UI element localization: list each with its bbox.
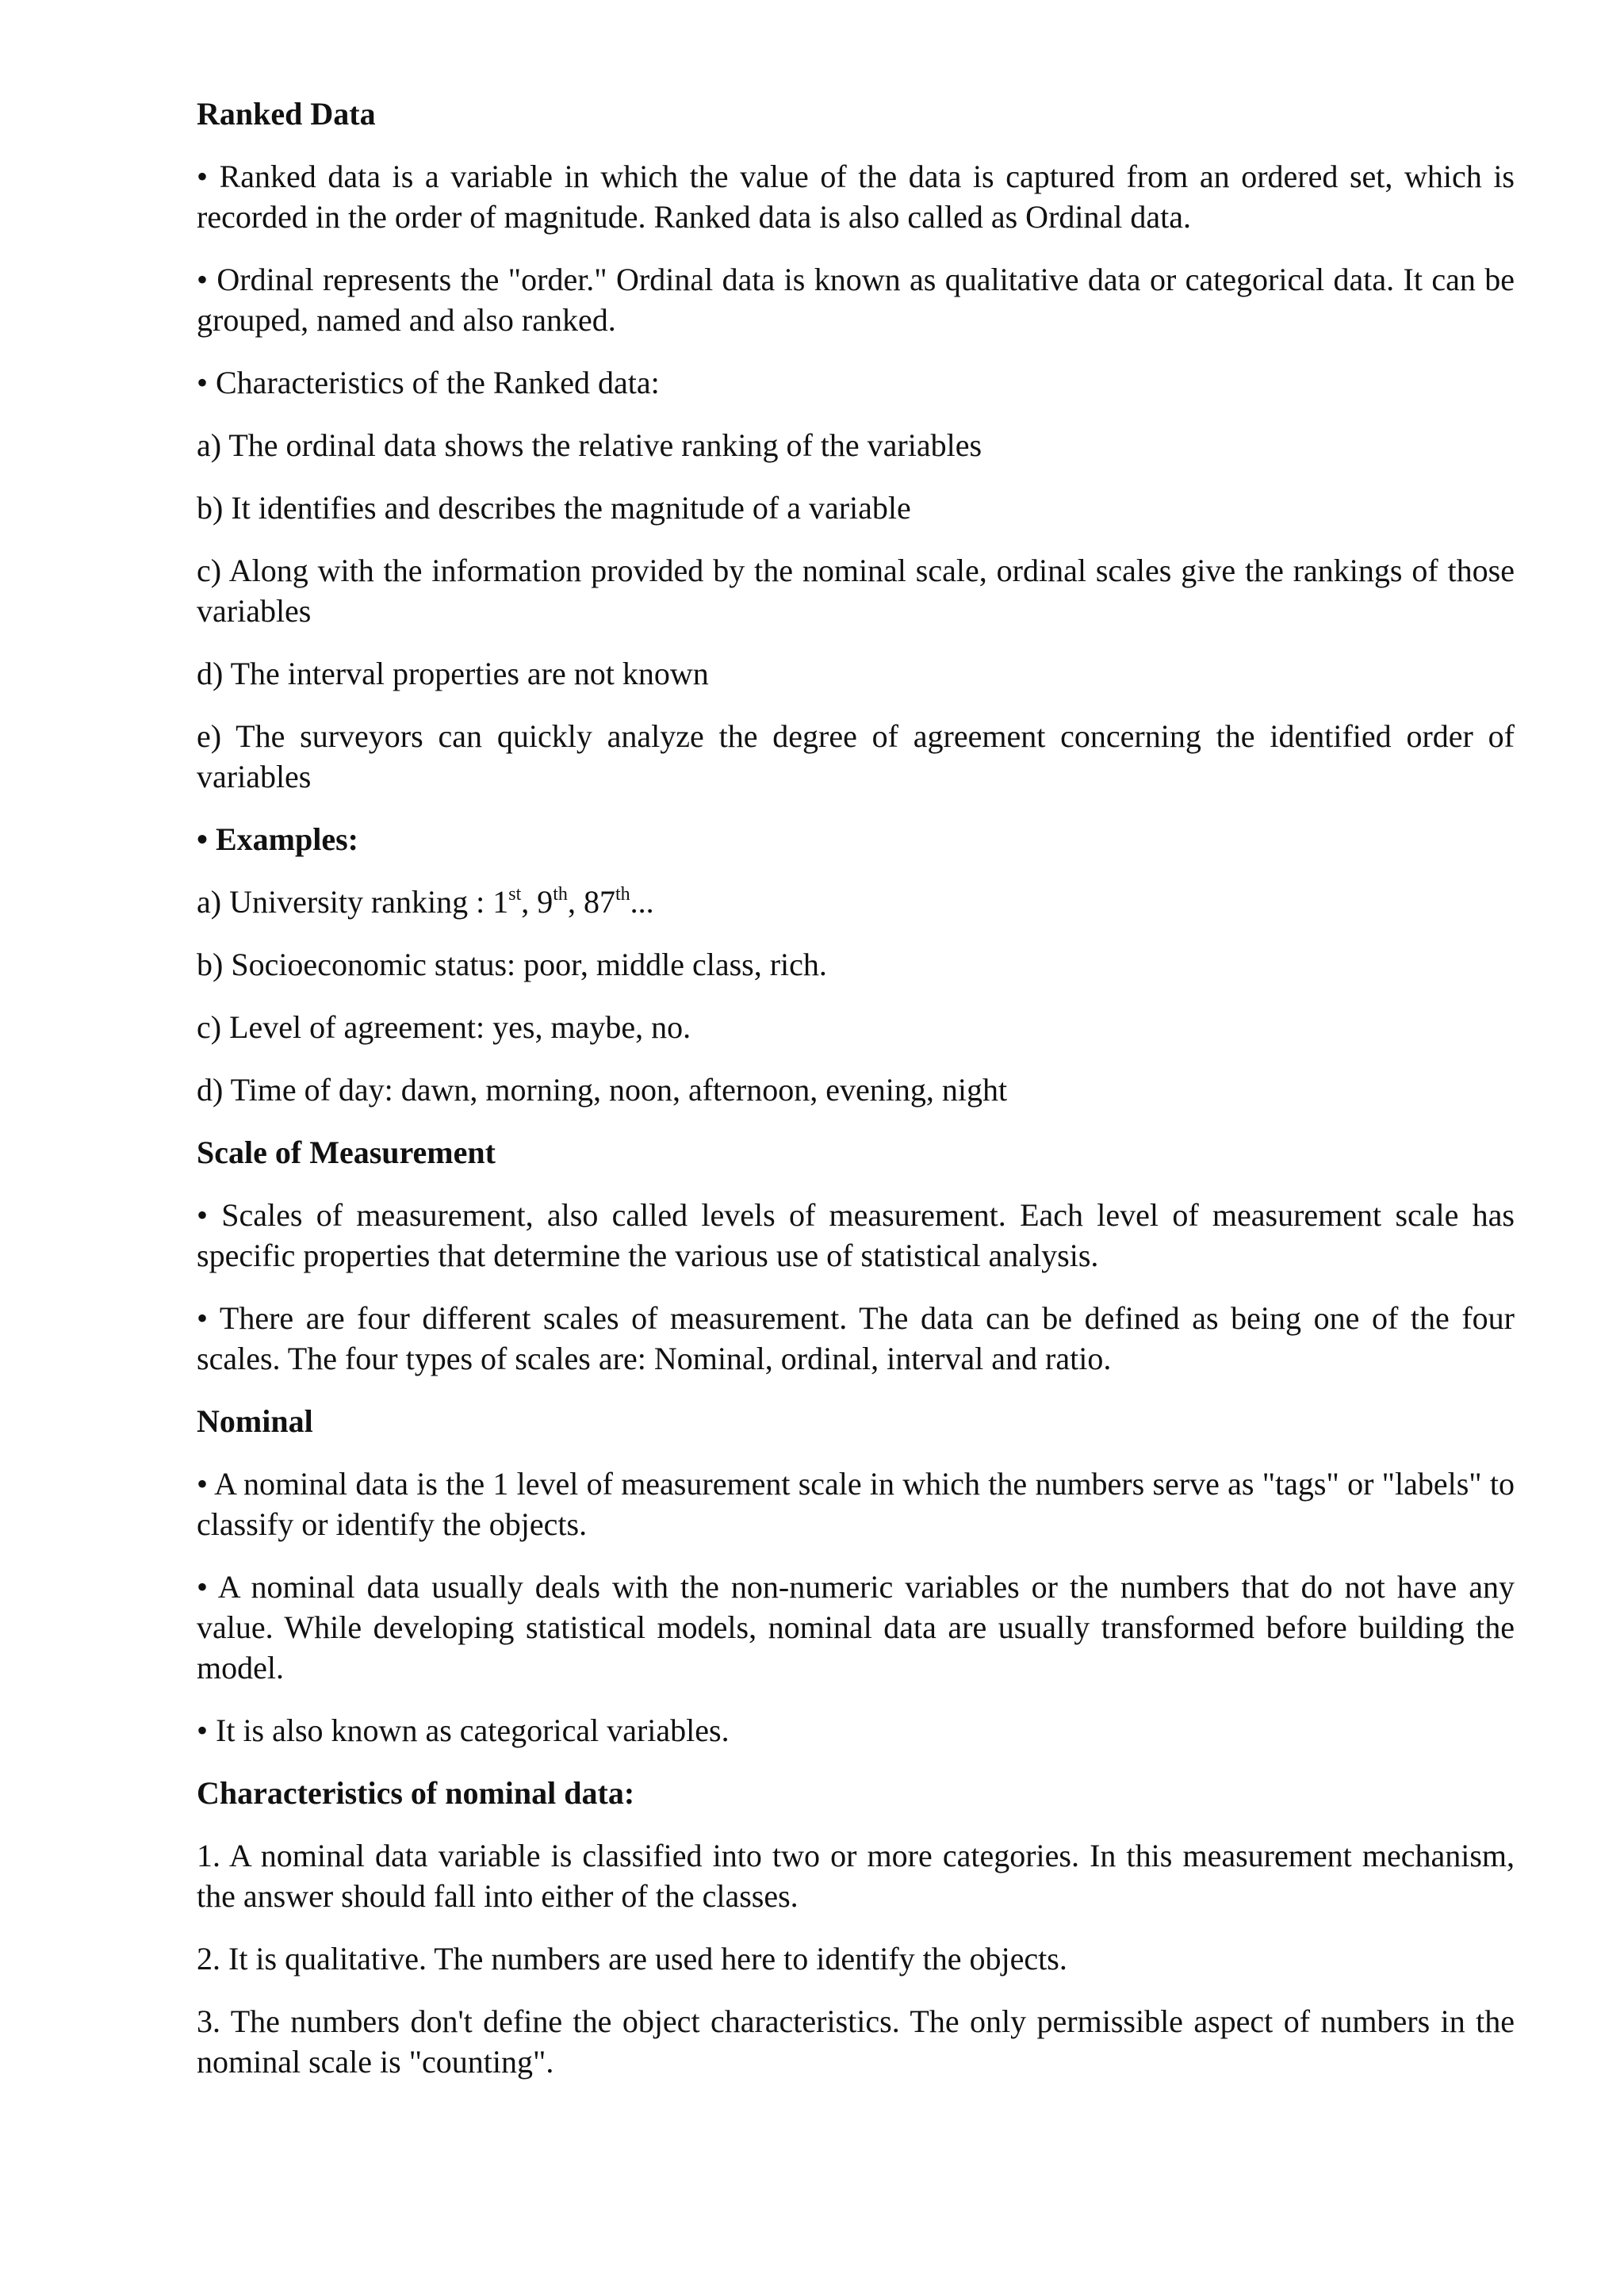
list-item-characteristic-a: a) The ordinal data shows the relative ranking of the variables [197, 427, 982, 463]
document-page [197, 94, 1515, 2104]
example-a-superscript-2: th [553, 883, 568, 905]
paragraph-scales-definition: • Scales of measurement, also called levels of measurement. Each level of measurement scale has specific properties that determine the various use of statistical analysis. [197, 1197, 1515, 1273]
paragraph-ordinal-order: • Ordinal represents the "order." Ordinal data is known as qualitative data or categorical data. It can be grouped, named and also ranked. [197, 262, 1515, 338]
example-a-superscript-1: st [508, 883, 522, 905]
paragraph-four-scales: • There are four different scales of measurement. The data can be defined as being one of the four scales. The four types of scales are: Nominal, ordinal, interval and ratio. [197, 1300, 1515, 1376]
example-a-middle-2: , 87 [567, 884, 615, 920]
list-item-example-a [197, 882, 1515, 922]
list-item-characteristic-d: d) The interval properties are not known [197, 656, 709, 691]
section-heading-scale-of-measurement: Scale of Measurement [197, 1135, 496, 1170]
list-item-nominal-characteristic-1: 1. A nominal data variable is classified into two or more categories. In this measurement mechanism, the answer should fall into either of the classes. [197, 1838, 1515, 1914]
section-heading-nominal: Nominal [197, 1403, 313, 1439]
list-item-example-d: d) Time of day: dawn, morning, noon, afternoon, evening, night [197, 1072, 1008, 1108]
example-a-superscript-3: th [615, 883, 630, 905]
section-heading-nominal-characteristics: Characteristics of nominal data: [197, 1775, 635, 1811]
example-a-suffix: ... [630, 884, 654, 920]
paragraph-ranked-definition: • Ranked data is a variable in which the value of the data is captured from an ordered set, which is recorded in the order of magnitude. Ranked data is also called as Ordinal data. [197, 159, 1515, 235]
example-a-prefix: a) University ranking : 1 [197, 884, 509, 920]
list-item-characteristic-c: c) Along with the information provided by the nominal scale, ordinal scales give the rankings of those variables [197, 553, 1515, 629]
list-item-nominal-characteristic-3: 3. The numbers don't define the object characteristics. The only permissible aspect of numbers in the nominal scale is "counting". [197, 2003, 1515, 2080]
list-item-characteristic-b: b) It identifies and describes the magnitude of a variable [197, 490, 911, 526]
subheading-examples: • Examples: [197, 821, 359, 857]
list-item-example-c: c) Level of agreement: yes, maybe, no. [197, 1009, 691, 1045]
list-item-example-b: b) Socioeconomic status: poor, middle class, rich. [197, 947, 827, 982]
example-a-middle-1: , 9 [521, 884, 553, 920]
list-item-nominal-characteristic-2: 2. It is qualitative. The numbers are used here to identify the objects. [197, 1941, 1067, 1976]
section-heading-ranked-data: Ranked Data [197, 96, 376, 132]
list-item-characteristic-e: e) The surveyors can quickly analyze the degree of agreement concerning the identified order of variables [197, 718, 1515, 794]
paragraph-ranked-characteristics-intro: • Characteristics of the Ranked data: [197, 365, 660, 400]
paragraph-nominal-non-numeric: • A nominal data usually deals with the non-numeric variables or the numbers that do not have any value. While developing statistical models, nominal data are usually transformed before building the model. [197, 1569, 1515, 1686]
paragraph-nominal-definition: • A nominal data is the 1 level of measurement scale in which the numbers serve as "tags" or "labels" to classify or identify the objects. [197, 1466, 1515, 1542]
paragraph-nominal-categorical: • It is also known as categorical variables. [197, 1712, 730, 1748]
